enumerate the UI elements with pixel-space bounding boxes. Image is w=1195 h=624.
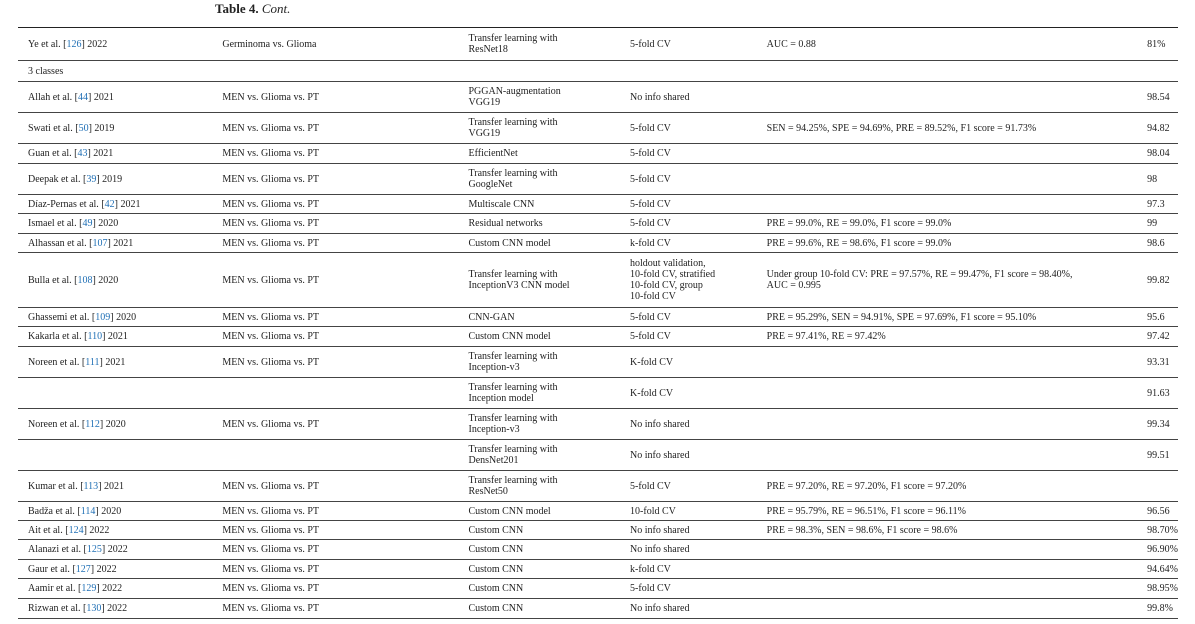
method-cell: Custom CNN model (458, 234, 620, 253)
classes-cell (212, 440, 458, 471)
classes-cell: MEN vs. Glioma vs. PT (212, 82, 458, 113)
section-label: 3 classes (18, 61, 1178, 82)
table-caption (215, 1, 290, 17)
author-cell: Guan et al. [43] 2021 (18, 144, 212, 164)
validation-cell: k-fold CV (620, 560, 757, 579)
author-cell: Ghassemi et al. [109] 2020 (18, 308, 212, 327)
table-row (18, 164, 1178, 195)
reference-link[interactable]: 43 (77, 148, 88, 159)
accuracy-cell: 99.51 (1137, 440, 1178, 471)
classes-cell: MEN vs. Glioma vs. PT (212, 214, 458, 234)
author-cell: Noreen et al. [111] 2021 (18, 347, 212, 378)
method-cell: Custom CNN (458, 540, 620, 560)
reference-link[interactable]: 129 (81, 583, 97, 594)
metrics-cell: PRE = 99.6%, RE = 98.6%, F1 score = 99.0% (757, 234, 1138, 253)
classes-cell: MEN vs. Glioma vs. PT (212, 540, 458, 560)
metrics-cell (757, 409, 1138, 440)
reference-link[interactable]: 114 (80, 505, 96, 517)
classes-cell: MEN vs. Glioma vs. PT (212, 234, 458, 253)
reference-link[interactable]: 44 (78, 91, 88, 103)
accuracy-cell: 98.04 (1137, 144, 1178, 164)
table-row (18, 540, 1178, 560)
method-cell: Custom CNN (458, 521, 620, 540)
classes-cell: MEN vs. Glioma vs. PT (212, 308, 458, 327)
validation-cell: No info shared (620, 599, 757, 619)
accuracy-cell: 97.3 (1137, 195, 1178, 214)
classes-cell: MEN vs. Glioma vs. PT (212, 471, 458, 502)
validation-cell: 5-fold CV (620, 327, 757, 347)
reference-link[interactable]: 49 (82, 218, 93, 229)
accuracy-cell: 99.34 (1137, 409, 1178, 440)
author-cell: Badža et al. [114] 2020 (18, 502, 212, 521)
validation-cell: 5-fold CV (620, 164, 757, 195)
classes-cell: MEN vs. Glioma vs. PT (212, 521, 458, 540)
accuracy-cell: 98.6 (1137, 234, 1178, 253)
reference-link[interactable]: 112 (85, 418, 100, 430)
method-cell: Transfer learning with GoogleNet (458, 164, 620, 195)
validation-cell: K-fold CV (620, 378, 757, 409)
classes-cell: MEN vs. Glioma vs. PT (212, 347, 458, 378)
reference-link[interactable]: 110 (87, 331, 103, 342)
table-row (18, 579, 1178, 599)
table-row (18, 471, 1178, 502)
validation-cell: 5-fold CV (620, 144, 757, 164)
validation-cell: No info shared (620, 540, 757, 560)
author-cell: Bulla et al. [108] 2020 (18, 253, 212, 308)
author-cell: Ismael et al. [49] 2020 (18, 214, 212, 234)
metrics-cell (757, 144, 1138, 164)
accuracy-cell: 98.54 (1137, 82, 1178, 113)
table-row (18, 599, 1178, 619)
method-cell: Custom CNN model (458, 502, 620, 521)
table-row (18, 521, 1178, 540)
table-row (18, 214, 1178, 234)
validation-cell: 5-fold CV (620, 214, 757, 234)
table-row (18, 253, 1178, 308)
reference-link[interactable]: 113 (83, 480, 99, 492)
method-cell: Transfer learning with Inception model (458, 378, 620, 409)
reference-link[interactable]: 39 (86, 173, 97, 185)
metrics-cell (757, 579, 1138, 599)
author-cell: Ait et al. [124] 2022 (18, 521, 212, 540)
validation-cell: k-fold CV (620, 234, 757, 253)
accuracy-cell: 96.56 (1137, 502, 1178, 521)
table-row (18, 28, 1178, 61)
method-cell: Transfer learning with Inception-v3 (458, 409, 620, 440)
accuracy-cell: 99.8% (1137, 599, 1178, 619)
method-cell: Custom CNN model (458, 327, 620, 347)
classes-cell: MEN vs. Glioma vs. PT (212, 113, 458, 144)
validation-cell: No info shared (620, 440, 757, 471)
metrics-cell (757, 378, 1138, 409)
author-cell (18, 440, 212, 471)
method-cell: Custom CNN (458, 599, 620, 619)
author-cell: Noreen et al. [112] 2020 (18, 409, 212, 440)
method-cell: Transfer learning with Inception-v3 (458, 347, 620, 378)
table-row (18, 560, 1178, 579)
validation-cell: K-fold CV (620, 347, 757, 378)
table-row (18, 144, 1178, 164)
author-cell: Kakarla et al. [110] 2021 (18, 327, 212, 347)
table-row (18, 327, 1178, 347)
metrics-cell: AUC = 0.88 (757, 28, 1138, 61)
table-row (18, 195, 1178, 214)
accuracy-cell: 98 (1137, 164, 1178, 195)
method-cell: Transfer learning with ResNet18 (458, 28, 620, 61)
method-cell: Custom CNN (458, 560, 620, 579)
validation-cell: 5-fold CV (620, 579, 757, 599)
metrics-cell: PRE = 98.3%, SEN = 98.6%, F1 score = 98.6% (757, 521, 1138, 540)
metrics-cell (757, 599, 1138, 619)
author-cell: Alanazi et al. [125] 2022 (18, 540, 212, 560)
validation-cell: No info shared (620, 521, 757, 540)
classes-cell: MEN vs. Glioma vs. PT (212, 599, 458, 619)
metrics-cell (757, 440, 1138, 471)
metrics-cell: PRE = 95.29%, SEN = 94.91%, SPE = 97.69%, F1 score = 95.10% (757, 308, 1138, 327)
validation-cell: No info shared (620, 409, 757, 440)
classes-cell: MEN vs. Glioma vs. PT (212, 502, 458, 521)
method-cell: EfficientNet (458, 144, 620, 164)
accuracy-cell: 98.70% (1137, 521, 1178, 540)
table-row (18, 440, 1178, 471)
metrics-cell: PRE = 99.0%, RE = 99.0%, F1 score = 99.0% (757, 214, 1138, 234)
validation-cell: 5-fold CV (620, 471, 757, 502)
metrics-cell (757, 164, 1138, 195)
table-row (18, 502, 1178, 521)
reference-link[interactable]: 107 (92, 237, 108, 249)
author-cell: Swati et al. [50] 2019 (18, 113, 212, 144)
validation-cell: No info shared (620, 82, 757, 113)
reference-link[interactable]: 130 (86, 603, 102, 614)
reference-link[interactable]: 42 (104, 198, 115, 210)
accuracy-cell: 91.63 (1137, 378, 1178, 409)
results-table (18, 27, 1178, 619)
reference-link[interactable]: 127 (75, 563, 91, 575)
metrics-cell (757, 195, 1138, 214)
metrics-cell (757, 560, 1138, 579)
classes-cell: Germinoma vs. Glioma (212, 28, 458, 61)
author-cell: Aamir et al. [129] 2022 (18, 579, 212, 599)
table-row (18, 409, 1178, 440)
classes-cell: MEN vs. Glioma vs. PT (212, 327, 458, 347)
validation-cell: 5-fold CV (620, 28, 757, 61)
metrics-cell: PRE = 97.41%, RE = 97.42% (757, 327, 1138, 347)
table-row (18, 234, 1178, 253)
metrics-cell: SEN = 94.25%, SPE = 94.69%, PRE = 89.52%, F1 score = 91.73% (757, 113, 1138, 144)
table-row (18, 347, 1178, 378)
accuracy-cell: 93.31 (1137, 347, 1178, 378)
section-row (18, 61, 1178, 82)
method-cell: Transfer learning with VGG19 (458, 113, 620, 144)
accuracy-cell: 96.90% (1137, 540, 1178, 560)
method-cell: Transfer learning with DensNet201 (458, 440, 620, 471)
author-cell: Kumar et al. [113] 2021 (18, 471, 212, 502)
metrics-cell (757, 540, 1138, 560)
method-cell: Residual networks (458, 214, 620, 234)
validation-cell: 10-fold CV (620, 502, 757, 521)
method-cell: PGGAN-augmentation VGG19 (458, 82, 620, 113)
accuracy-cell: 94.64% (1137, 560, 1178, 579)
accuracy-cell: 95.6 (1137, 308, 1178, 327)
reference-link[interactable]: 108 (77, 274, 93, 286)
table-row (18, 308, 1178, 327)
author-cell: Gaur et al. [127] 2022 (18, 560, 212, 579)
table-row (18, 113, 1178, 144)
method-cell: Multiscale CNN (458, 195, 620, 214)
method-cell: CNN-GAN (458, 308, 620, 327)
author-cell: Alhassan et al. [107] 2021 (18, 234, 212, 253)
validation-cell: 5-fold CV (620, 308, 757, 327)
accuracy-cell: 81% (1137, 28, 1178, 61)
accuracy-cell: 94.82 (1137, 113, 1178, 144)
table-label: Table 4. (215, 1, 259, 16)
metrics-cell: Under group 10-fold CV: PRE = 97.57%, RE = 99.47%, F1 score = 98.40%, AUC = 0.995 (757, 253, 1138, 308)
reference-link[interactable]: 111 (85, 356, 100, 368)
reference-link[interactable]: 109 (95, 311, 111, 323)
author-cell: Allah et al. [44] 2021 (18, 82, 212, 113)
table-row (18, 378, 1178, 409)
table-row (18, 82, 1178, 113)
classes-cell: MEN vs. Glioma vs. PT (212, 409, 458, 440)
accuracy-cell (1137, 471, 1178, 502)
classes-cell: MEN vs. Glioma vs. PT (212, 164, 458, 195)
method-cell: Custom CNN (458, 579, 620, 599)
table-cont: Cont. (261, 1, 291, 16)
classes-cell: MEN vs. Glioma vs. PT (212, 144, 458, 164)
method-cell: Transfer learning with ResNet50 (458, 471, 620, 502)
validation-cell: 5-fold CV (620, 195, 757, 214)
accuracy-cell: 97.42 (1137, 327, 1178, 347)
reference-link[interactable]: 125 (86, 544, 102, 555)
author-cell (18, 378, 212, 409)
metrics-cell: PRE = 97.20%, RE = 97.20%, F1 score = 97.20% (757, 471, 1138, 502)
author-cell: Díaz-Pernas et al. [42] 2021 (18, 195, 212, 214)
classes-cell (212, 378, 458, 409)
classes-cell: MEN vs. Glioma vs. PT (212, 579, 458, 599)
classes-cell: MEN vs. Glioma vs. PT (212, 253, 458, 308)
reference-link[interactable]: 50 (78, 122, 89, 134)
author-cell: Ye et al. [126] 2022 (18, 28, 212, 61)
accuracy-cell: 99.82 (1137, 253, 1178, 308)
method-cell: Transfer learning with InceptionV3 CNN model (458, 253, 620, 308)
metrics-cell: PRE = 95.79%, RE = 96.51%, F1 score = 96.11% (757, 502, 1138, 521)
classes-cell: MEN vs. Glioma vs. PT (212, 560, 458, 579)
validation-cell: 5-fold CV (620, 113, 757, 144)
metrics-cell (757, 82, 1138, 113)
author-cell: Deepak et al. [39] 2019 (18, 164, 212, 195)
author-cell: Rizwan et al. [130] 2022 (18, 599, 212, 619)
metrics-cell (757, 347, 1138, 378)
accuracy-cell: 99 (1137, 214, 1178, 234)
reference-link[interactable]: 124 (68, 524, 84, 536)
validation-cell: holdout validation, 10-fold CV, stratified 10-fold CV, group 10-fold CV (620, 253, 757, 308)
classes-cell: MEN vs. Glioma vs. PT (212, 195, 458, 214)
reference-link[interactable]: 126 (66, 38, 82, 50)
accuracy-cell: 98.95% (1137, 579, 1178, 599)
